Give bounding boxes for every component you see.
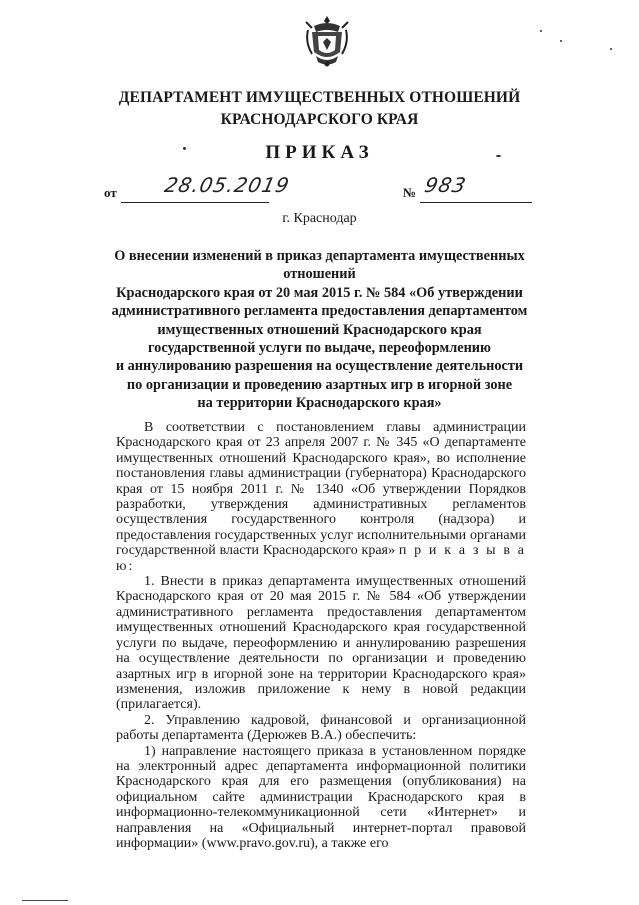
scan-artifact [540,30,542,32]
date-underline [121,202,269,203]
handwritten-date: 28.05.2019 [162,173,293,197]
krasnodar-coat-of-arms-icon [304,12,350,70]
document-body [116,420,526,851]
title-line: имущественных отношений Краснодарского края [157,321,482,338]
document-type-heading: ПРИКАЗ [265,142,374,163]
number-label: № [403,185,417,200]
footer-rule [22,900,68,901]
title-line: на территории Краснодарского края» [197,395,442,412]
scan-artifact [560,40,562,42]
department-name-line1: ДЕПАРТАМЕНТ ИМУЩЕСТВЕННЫХ ОТНОШЕНИЙ [118,89,521,106]
city-name: г. Краснодар [282,211,357,226]
title-line: административного регламента предоставления департаментом [111,303,528,320]
department-name-line2: КРАСНОДАРСКОГО КРАЯ [220,111,419,128]
body-paragraph-subitem-1: 1) направление настоящего приказа в установленном порядке на электронный адрес департамента информационной политики Краснодарского края для его размещения (опубликования) на официальном сайте администрации Краснодарского края в информационно-телекоммуникационной сети «Интернет» и направления на «Официальный интернет-портал правовой информации» (www.pravo.gov.ru), а также его [116,743,526,851]
title-line: О внесении изменений в приказ департамента имущественных отношений [114,248,525,283]
scan-artifact [496,155,501,157]
body-paragraph-item-1: 1. Внести в приказ департамента имущественных отношений Краснодарского края от 20 мая 2015 г. № 584 «Об утверждении административного регламента предоставления департаментом имущественных отношений Краснодарского края государственной услуги по выдаче, переоформлению и аннулированию разрешения на осуществление деятельности по организации и проведению азартных игр в игорной зоне на территории Краснодарского края» изменения, изложив приложение к нему в новой редакции (прилагается). [116,574,526,713]
scan-artifact [183,147,186,150]
title-line: по организации и проведению азартных игр в игорной зоне [126,376,513,393]
title-line: и аннулированию разрешения на осуществление деятельности [115,358,524,375]
number-underline [420,202,532,203]
handwritten-number: 983 [422,173,469,197]
date-label: от [104,185,117,200]
preamble-text: В соответствии с постановлением главы администрации Краснодарского края от 23 апреля 2007 г. № 345 «О департаменте имущественных отношений Краснодарского края», во исполнение постановления главы администрации (губернатора) Краснодарского края от 15 ноября 2011 г. № 1340 «Об утверждении Порядков разработки, утверждения административных регламентов осуществления государственного контроля (надзора) и предоставления государственных услуг исполнительными органами государственной власти Краснодарского края» [116,420,526,559]
title-line: Краснодарского края от 20 мая 2015 г. № 584 «Об утверждении [116,284,523,301]
document-title [95,247,544,413]
body-paragraph-item-2: 2. Управлению кадровой, финансовой и организационной работы департамента (Дерюжев В.А.) обеспечить: [116,712,526,744]
title-line: государственной услуги по выдаче, переоформлению [148,340,491,357]
body-paragraph-preamble [116,420,526,574]
scan-artifact [610,48,612,50]
order-keyword: п р и к а з ы в а ю: [116,543,527,574]
